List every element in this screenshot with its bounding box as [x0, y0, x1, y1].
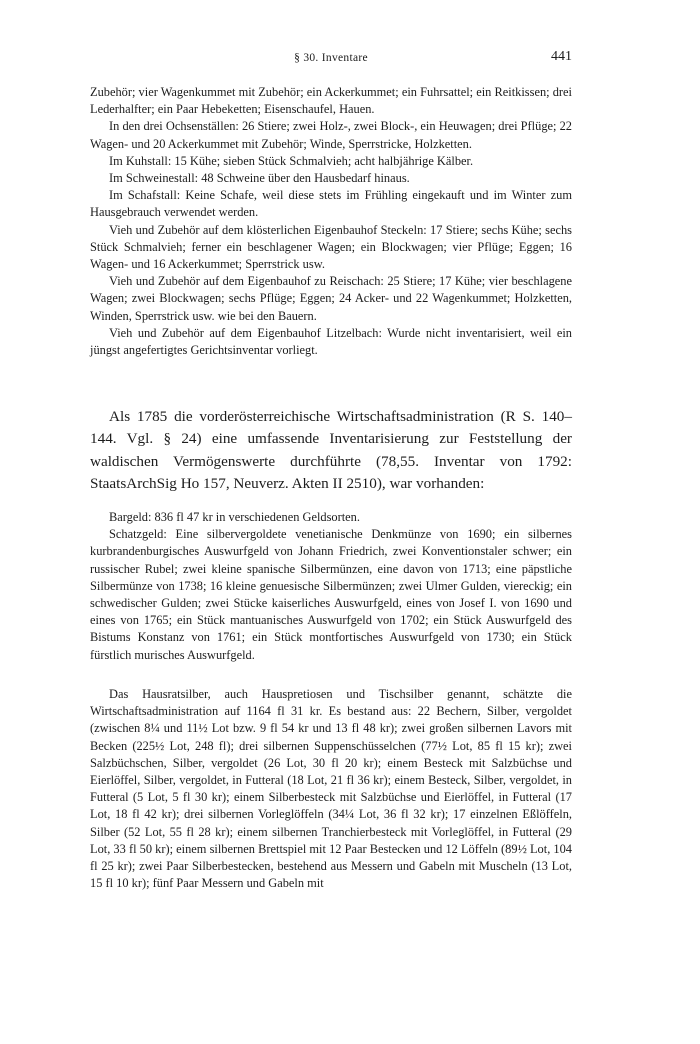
inventory-list — [90, 84, 572, 359]
running-header — [90, 49, 572, 69]
inventory-paragraph: Im Kuhstall: 15 Kühe; sieben Stück Schmalvieh; acht halbjährige Kälber. — [109, 153, 474, 168]
inventory-paragraph: Vieh und Zubehör auf dem Eigenbauhof zu Reischach: 25 Stiere; 17 Kühe; vier beschlagene Wagen; zwei Blockwagen; sechs Pflüge; Eggen; 24 Acker- und 22 Wagenkummet; Holzketten, Winden, Sperrstrick usw. wie bei den Bauern. — [90, 274, 572, 323]
inventory-paragraph: Vieh und Zubehör auf dem klösterlichen Eigenbauhof Steckeln: 17 Stiere; sechs Kühe; sechs Stück Schmalvieh; ferner ein beschlagener Wagen; ein Blockwagen; vier Pflüge; Eggen; 16 Wagen- und 16 Ackerkummet; Sperrstrick usw. — [90, 222, 572, 272]
main-text — [90, 406, 572, 495]
main-paragraph: Als 1785 die vorderösterreichische Wirtschaftsadministration (R S. 140–144. Vgl. § 24) eine umfassende Inventarisierung zur Feststellung der waldischen Vermögenswerte durchführte (78,55. Inventar von 1792: StaatsArchSig Ho 157, Neuverz. Akten II 2510), war vorhanden: — [90, 408, 572, 492]
inventory-paragraph: Im Schafstall: Keine Schafe, weil diese stets im Frühling eingekauft und im Winter zum Hausgebrauch verwendet werden. — [90, 188, 572, 220]
cash-paragraph: Schatzgeld: Eine silbervergoldete venetianische Denkmünze von 1690; ein silbernes kurbrandenburgisches Auswurfgeld von Johann Friedrich, zwei Konventionstaler schwer; ein russischer Rubel; zwei kleine spanische Silbermünzen, eine davon von 1713; eine päpstliche Silbermünze von 1738; 16 kleine genuesische Silbermünzen; zwei Ulmer Gulden, viereckig; ein schwedischer Gulden; zwei Stücke kaiserliches Auswurfgeld, eines von Josef I. von 1690 und eines von 1765; ein Stück mantuanisches Auswurfgeld von 1702; ein Stück Auswurfgeld des Bistums Konstanz von 1761; ein Stück montfortisches Auswurfgeld von 1730; ein Stück fürstlich murisches Auswurfgeld. — [90, 527, 572, 662]
page-number: 441 — [551, 49, 572, 64]
inventory-paragraph: In den drei Ochsenställen: 26 Stiere; zwei Holz-, zwei Block-, ein Heuwagen; drei Pflüge; 22 Wagen- und 20 Ackerkummet mit Zubehör; Winde, Sperrstricke, Holzketten. — [90, 119, 572, 151]
inventory-paragraph: Zubehör; vier Wagenkummet mit Zubehör; ein Ackerkummet; ein Fuhrsattel; ein Reitkissen; drei Lederhalfter; ein Paar Hebeketten; Eisenschaufel, Hauen. — [90, 85, 572, 117]
cash-list — [90, 509, 572, 664]
section-title: § 30. Inventare — [294, 52, 368, 64]
silver-paragraph: Das Hausratsilber, auch Hauspretiosen und Tischsilber genannt, schätzte die Wirtschaftsadministration auf 1164 fl 31 kr. Es bestand aus: 22 Bechern, Silber, vergoldet (zwischen 8¼ und 11½ Lot bzw. 9 fl 54 kr und 13 fl 48 kr); zwei großen silbernen Lavors mit Becken (225½ Lot, 248 fl); drei silbernen Suppenschüsselchen (77½ Lot, 85 fl 15 kr); zwei Salzbüchschen, Silber, vergoldet (26 Lot, 30 fl 20 kr); einem Besteck mit Salzbüchse und Eierlöffel, Silber, vergoldet, in Futteral (18 Lot, 21 fl 36 kr); einem Besteck, Silber, vergoldet, in Futteral (5 Lot, 5 fl 30 kr); einem Silberbesteck mit Salzbüchse und Eierlöffel, in Futteral (17 Lot, 18 fl 42 kr); drei silbernen Vorleglöffeln (34¼ Lot, 36 fl 32 kr); 17 einzelnen Eßlöffeln, Silber (52 Lot, 55 fl 28 kr); einem silbernen Tranchierbesteck mit Vorleglöffel, in Futteral (29 Lot, 33 fl 50 kr); einem silbernen Brettspiel mit 12 Paar Bestecken und 12 Löffeln (89½ Lot, 104 fl 25 kr); zwei Paar Silberbestecken, bestehend aus Messern und Gabeln mit Muscheln (13 Lot, 15 fl 10 kr); fünf Paar Messern und Gabeln mit — [90, 687, 572, 891]
silver-section — [90, 686, 572, 892]
cash-paragraph: Bargeld: 836 fl 47 kr in verschiedenen Geldsorten. — [109, 510, 360, 524]
inventory-paragraph: Vieh und Zubehör auf dem Eigenbauhof Litzelbach: Wurde nicht inventarisiert, weil ein jüngst angefertigtes Gerichtsinventar vorliegt. — [90, 325, 572, 358]
inventory-paragraph: Im Schweinestall: 48 Schweine über den Hausbedarf hinaus. — [109, 171, 410, 186]
